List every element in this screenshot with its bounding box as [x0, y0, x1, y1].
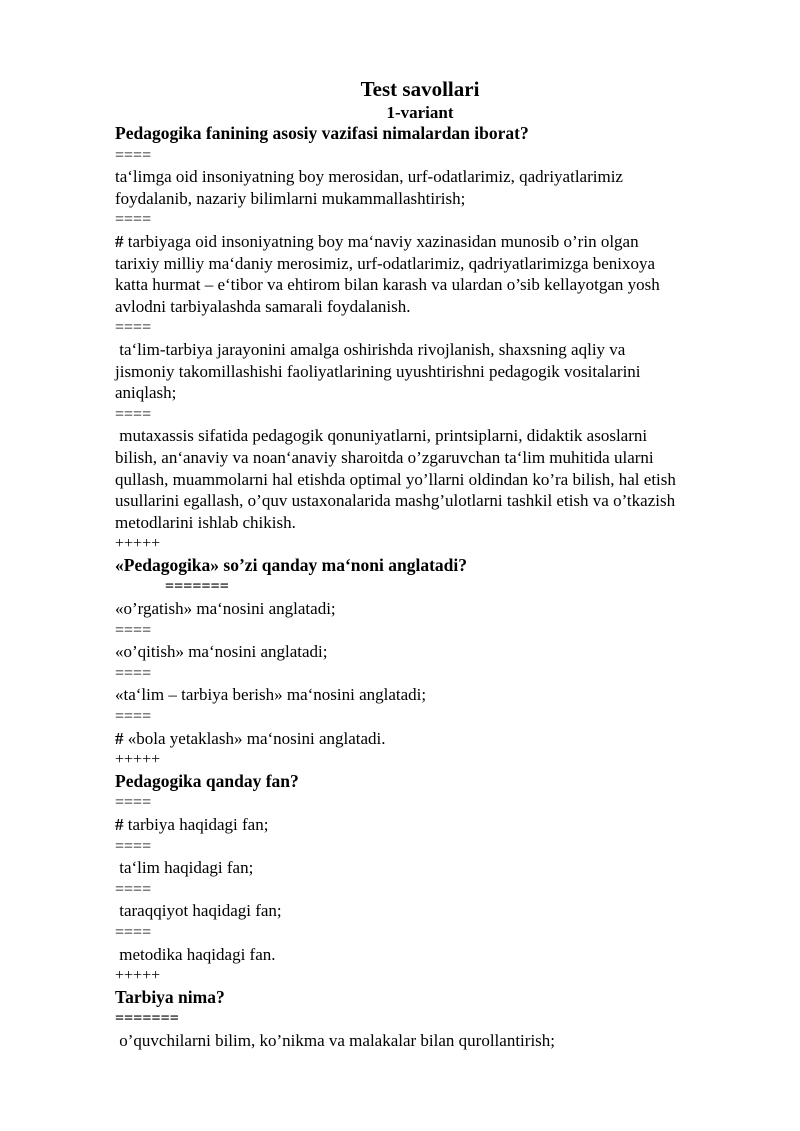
question-end-marker: +++++: [115, 535, 161, 553]
q2-answer-4-correct: [115, 728, 755, 750]
correct-marker: #: [115, 231, 124, 251]
separator: =======: [165, 578, 229, 596]
separator: ====: [115, 405, 152, 423]
q1-answer-3: [115, 339, 755, 404]
separator: ====: [115, 319, 152, 337]
answer-line: ta‘lim-tarbiya jarayonini amalga oshirishda rivojlanish, shaxsning aqliy va: [115, 339, 626, 359]
variant-heading: 1-variant: [386, 103, 454, 122]
answer-line: katta hurmat – e‘tibor va ehtirom bilan karash va ulardan o’sib kellayotgan yosh: [115, 275, 660, 295]
correct-marker: #: [115, 728, 124, 748]
q3-answer-3: taraqqiyot haqidagi fan;: [115, 901, 282, 921]
separator: ====: [115, 621, 152, 639]
question-end-marker: +++++: [115, 967, 161, 985]
answer-line: jismoniy takomillashishi faoliyatlarining uyushtirishni pedagogik vositalarini: [115, 361, 641, 381]
document-body: [115, 76, 755, 1052]
answer-line: usullarini egallash, o’quv ustaxonalarida mashg’ulotlarni tashkil etish va o’tkazish: [115, 491, 676, 511]
answer-line: aniqlash;: [115, 383, 177, 403]
answer-line: qullash, muammolarni hal etishda optimal yo’llarni oldindan ko’ra bilish, hal etish: [115, 469, 676, 489]
separator: ====: [115, 837, 152, 855]
question-end-marker: +++++: [115, 751, 161, 769]
q3-answer-1-correct: [115, 814, 755, 836]
question-3: Pedagogika qanday fan?: [115, 770, 299, 791]
separator: ====: [115, 664, 152, 682]
q1-answer-1: [115, 166, 755, 209]
answer-text: «bola yetaklash» ma‘nosini anglatadi.: [123, 728, 386, 748]
answer-line: ta‘limga oid insoniyatning boy merosidan, urf-odatlarimiz, qadriyatlarimiz: [115, 167, 623, 187]
separator: ====: [115, 708, 152, 726]
answer-line: metodlarini ishlab chikish.: [115, 512, 296, 532]
page-title: Test savollari: [360, 77, 480, 101]
q4-answer-1: o’quvchilarni bilim, ko’nikma va malakalar bilan qurollantirish;: [115, 1030, 555, 1050]
q1-answer-4: [115, 425, 755, 533]
question-1: Pedagogika fanining asosiy vazifasi nimalardan iborat?: [115, 123, 529, 143]
separator: ====: [115, 146, 152, 164]
correct-marker: #: [115, 815, 124, 834]
question-2: «Pedagogika» so’zi qanday ma‘noni anglatadi?: [115, 554, 467, 575]
q3-answer-4: metodika haqidagi fan.: [115, 944, 276, 964]
answer-line: foydalanib, nazariy bilimlarni mukammallashtirish;: [115, 188, 466, 208]
answer-line: mutaxassis sifatida pedagogik qonuniyatlarni, printsiplarni, didaktik asoslarni: [115, 426, 648, 446]
q1-answer-2-correct: [115, 231, 755, 317]
separator: ====: [115, 923, 152, 941]
answer-text: tarbiyaga oid insoniyatning boy ma‘naviy xazinasidan munosib o’rin olgan: [123, 231, 639, 251]
separator: ====: [115, 880, 152, 898]
separator: ====: [115, 211, 152, 229]
q2-answer-1: «o’rgatish» ma‘nosini anglatadi;: [115, 599, 336, 619]
q2-answer-2: «o’qitish» ma‘nosini anglatadi;: [115, 642, 328, 662]
answer-line: bilish, an‘anaviy va noan‘anaviy sharoitda o’zgaruvchan ta‘lim muhitida ularni: [115, 447, 654, 467]
separator: =======: [115, 1010, 179, 1028]
answer-line: [115, 231, 755, 253]
q2-answer-3: «ta‘lim – tarbiya berish» ma‘nosini anglatadi;: [115, 685, 427, 705]
q3-answer-2: ta‘lim haqidagi fan;: [115, 858, 254, 878]
answer-line: avlodni tarbiyalashda samarali foydalanish.: [115, 296, 411, 316]
question-4: Tarbiya nima?: [115, 986, 225, 1007]
separator: ====: [115, 794, 152, 812]
answer-line: tarixiy milliy ma‘daniy merosimiz, urf-odatlarimiz, qadriyatlarimizga benixoya: [115, 253, 656, 273]
answer-text: tarbiya haqidagi fan;: [123, 815, 269, 834]
